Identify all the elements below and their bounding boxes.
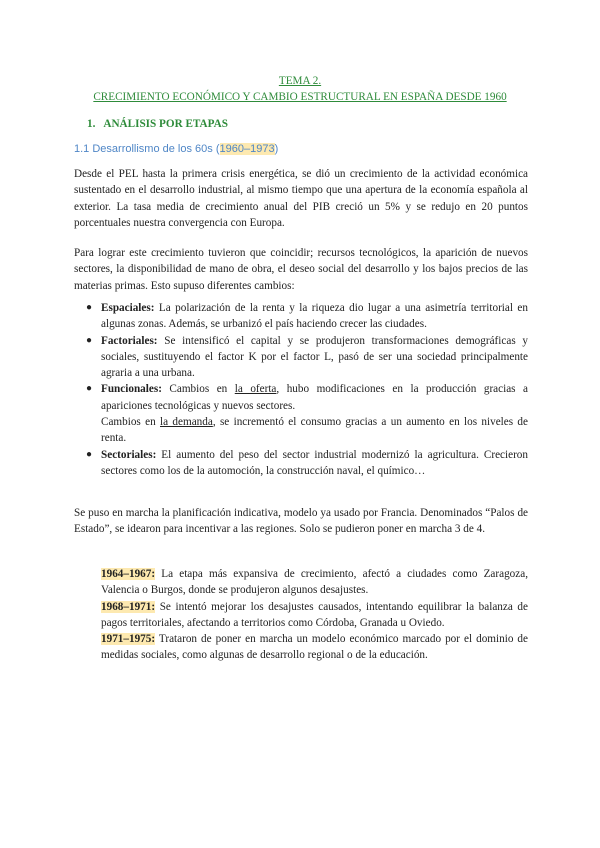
paragraph-conditions: Para lograr este crecimiento tuvieron que coincidir; recursos tecnológicos, la aparición de nuevos sectores, la disponibilidad de mano de obra, el deseo social del desarrollo y los bajos precios de las materias primas. Esto supuso diferentes cambios: — [74, 247, 528, 292]
bullet-text: El aumento del peso del sector industrial modernizó la agricultura. Crecieron sectores como los de la automoción, la construcción naval, el químico… — [101, 448, 528, 477]
bullet-label: Espaciales: — [101, 302, 155, 314]
demanda-underline: la demanda — [160, 416, 213, 429]
bullet-icon: ● — [86, 302, 93, 313]
bullet-icon: ● — [86, 448, 93, 460]
section-number: 1. — [87, 118, 96, 130]
period-years: 1968–1971: — [101, 600, 156, 613]
list-item-espaciales — [74, 300, 528, 333]
bullet-icon: ● — [86, 383, 93, 395]
list-item-funcionales — [74, 381, 528, 446]
list-item-sectoriales — [74, 447, 528, 480]
bullet-icon: ● — [86, 334, 93, 346]
period-years: 1964–1967: — [101, 568, 156, 580]
bullet-text: Se intensificó el capital y se produjeron transformaciones demográficas y sociales, sustituyendo el factor K por el factor L, pasó de ser una sociedad principalmente agraria a una urbana. — [101, 334, 528, 380]
subsection-heading — [74, 141, 278, 157]
subsection-prefix: 1.1 Desarrollismo de los 60s — [74, 143, 216, 155]
period-years: 1971–1975: — [101, 633, 156, 646]
section-title: ANÁLISIS POR ETAPAS — [103, 118, 228, 130]
period-text: La etapa más expansiva de crecimiento, afectó a ciudades como Zaragoza, Valencia o Burgos, donde se produjeron algunos desajustes. — [101, 568, 528, 597]
subsection-years: 1960–1973 — [219, 143, 275, 155]
bullet-label: Sectoriales: — [101, 448, 157, 461]
bullet-text: , hubo modificaciones en la producción gracias a apariciones tecnológicas y nuevos sectores. — [101, 383, 528, 412]
period-1971-1975 — [101, 631, 528, 664]
bullet-text: La polarización de la renta y la riqueza dio lugar a una asimetría territorial en algunas zonas. Además, se urbanizó el país haciendo crecer las ciudades. — [101, 302, 528, 331]
period-text: Trataron de poner en marcha un modelo económico marcado por el dominio de medidas sociales, como algunas de desarrollo regional o de la educación. — [101, 633, 528, 662]
subsection-close-paren: ) — [274, 143, 279, 155]
bullet-label: Funcionales: — [101, 383, 162, 396]
tema-heading: TEMA 2. — [278, 75, 322, 87]
section-heading — [87, 116, 228, 132]
document-title: CRECIMIENTO ECONÓMICO Y CAMBIO ESTRUCTURAL EN ESPAÑA DESDE 1960 — [93, 91, 507, 103]
bullet-text: , se incrementó el consumo gracias a un aumento en los niveles de renta. — [101, 416, 528, 445]
period-1964-1967 — [101, 566, 528, 599]
period-1968-1971 — [101, 599, 528, 632]
bullet-label: Factoriales: — [101, 334, 158, 347]
paragraph-planning: Se puso en marcha la planificación indicativa, modelo ya usado por Francia. Denominados “Palos de Estado”, se idearon para incentivar a las regiones. Solo se pudieron poner en marcha 3 de 4. — [74, 507, 528, 536]
subsection-open-paren: ( — [215, 143, 220, 155]
bullet-text: Cambios en — [161, 383, 235, 396]
periods-block — [101, 566, 528, 664]
period-text: Se intentó mejorar los desajustes causados, intentando equilibrar la balanza de pagos territoriales, afectando a territorios como Córdoba, Granada u Oviedo. — [101, 600, 528, 629]
bullet-text: Cambios en — [101, 416, 161, 429]
paragraph-intro: Desde el PEL hasta la primera crisis energética, se dió un crecimiento de la actividad económica sustentado en el desarrollo industrial, al mismo tiempo que una apertura de la economía española al exterior. La tasa media de crecimiento anual del PIB creció un 5% y se redujo en 20 puntos porcentuales nuestra convergencia con Europa. — [74, 168, 528, 229]
oferta-underline: la oferta — [234, 383, 277, 396]
list-item-factoriales — [74, 333, 528, 382]
changes-list — [74, 300, 528, 479]
